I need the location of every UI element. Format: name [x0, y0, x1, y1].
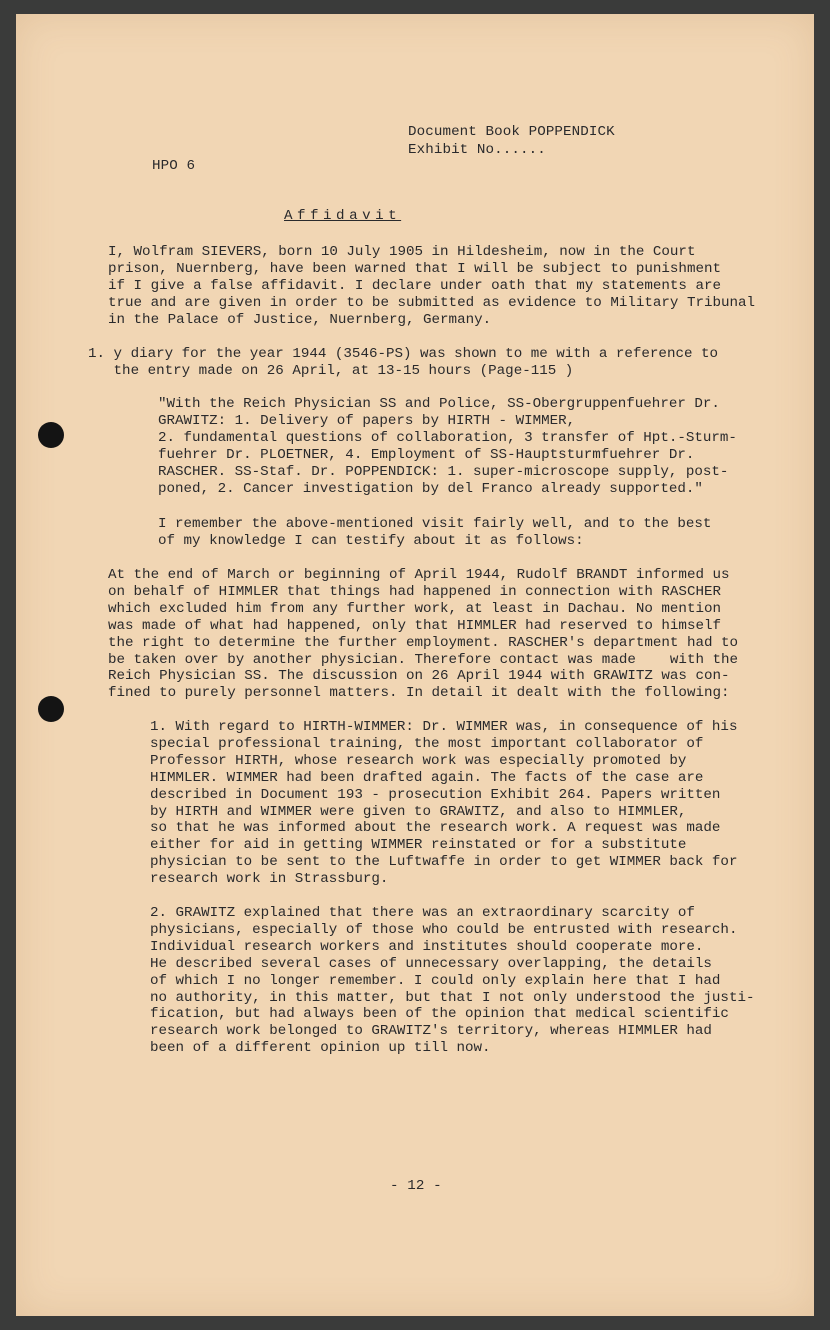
page-title: Affidavit	[284, 208, 402, 224]
text-line: so that he was informed about the research work. A request was made	[150, 820, 721, 837]
text-line: Reich Physician SS. The discussion on 26 April 1944 with GRAWITZ was con-	[108, 668, 730, 685]
text-line: Individual research workers and institutes should cooperate more.	[150, 938, 704, 955]
text-line: poned, 2. Cancer investigation by del Franco already supported."	[158, 480, 703, 497]
text-line: in the Palace of Justice, Nuernberg, Germany.	[108, 311, 492, 328]
text-line: which excluded him from any further work, at least in Dachau. No mention	[108, 600, 721, 617]
text-line: of my knowledge I can testify about it as follows:	[158, 532, 584, 549]
text-line: special professional training, the most important collaborator of	[150, 735, 704, 752]
exhibit-label: Exhibit No......	[408, 142, 546, 158]
text-line: "With the Reich Physician SS and Police, SS-Obergruppenfuehrer Dr.	[158, 396, 720, 412]
text-line: 1. With regard to HIRTH-WIMMER: Dr. WIMMER was, in consequence of his	[150, 719, 738, 735]
text-line: on behalf of HIMMLER that things had happened in connection with RASCHER	[108, 583, 721, 600]
text-line: research work in Strassburg.	[150, 871, 389, 888]
text-line: been of a different opinion up till now.	[150, 1040, 491, 1057]
text-line: GRAWITZ: 1. Delivery of papers by HIRTH - WIMMER,	[158, 412, 576, 429]
text-line: prison, Nuernberg, have been warned that I will be subject to punishment	[108, 260, 721, 277]
item-1-paragraph	[88, 346, 718, 380]
text-line: either for aid in getting WIMMER reinstated or for a substitute	[150, 837, 687, 854]
text-line: 2. fundamental questions of collaboration, 3 transfer of Hpt.-Sturm-	[158, 429, 737, 446]
point-1-paragraph	[150, 719, 737, 888]
text-line: fuehrer Dr. PLOETNER, 4. Employment of SS-Hauptsturmfuehrer Dr.	[158, 446, 695, 463]
text-line: the right to determine the further employment. RASCHER's department had to	[108, 634, 739, 651]
document-reference: HPO 6	[152, 158, 196, 174]
punch-hole-bottom	[38, 696, 64, 722]
intro-paragraph	[108, 244, 755, 329]
text-line: fined to purely personnel matters. In detail it dealt with the following:	[108, 685, 730, 702]
text-line: research work belonged to GRAWITZ's territory, whereas HIMMLER had	[150, 1023, 712, 1040]
text-line: RASCHER. SS-Staf. Dr. POPPENDICK: 1. super-microscope supply, post-	[158, 463, 729, 480]
document-page	[16, 14, 814, 1316]
text-line: by HIRTH and WIMMER were given to GRAWITZ, and also to HIMMLER,	[150, 803, 687, 820]
text-line: physician to be sent to the Luftwaffe in order to get WIMMER back for	[150, 854, 738, 871]
text-line: no authority, in this matter, but that I not only understood the justi-	[150, 989, 755, 1006]
punch-hole-top	[38, 422, 64, 448]
text-line: 1. y diary for the year 1944 (3546-PS) was shown to me with a reference to	[88, 346, 719, 362]
text-line: I remember the above-mentioned visit fairly well, and to the best	[158, 516, 712, 532]
text-line: if I give a false affidavit. I declare under oath that my statements are	[108, 277, 721, 294]
text-line: fication, but had always been of the opinion that medical scientific	[150, 1006, 729, 1023]
text-line: of which I no longer remember. I could only explain here that I had	[150, 972, 721, 989]
text-line: physicians, especially of those who could be entrusted with research.	[150, 921, 738, 938]
text-line: I, Wolfram SIEVERS, born 10 July 1905 in Hildesheim, now in the Court	[108, 244, 696, 260]
text-line: the entry made on 26 April, at 13-15 hours (Page-115 )	[88, 362, 574, 379]
page-number: - 12 -	[390, 1178, 442, 1194]
document-book-label: Document Book POPPENDICK	[408, 124, 615, 140]
text-line: 2. GRAWITZ explained that there was an extraordinary scarcity of	[150, 905, 695, 921]
text-line: true and are given in order to be submitted as evidence to Military Tribunal	[108, 294, 756, 311]
remember-paragraph	[158, 516, 711, 550]
text-line: described in Document 193 - prosecution Exhibit 264. Papers written	[150, 786, 721, 803]
diary-quote	[158, 396, 737, 497]
text-line: was made of what had happened, only that HIMMLER had reserved to himself	[108, 617, 721, 634]
point-2-paragraph	[150, 905, 755, 1057]
text-line: Professor HIRTH, whose research work was especially promoted by	[150, 752, 687, 769]
text-line: be taken over by another physician. Therefore contact was made with the	[108, 651, 739, 668]
text-line: HIMMLER. WIMMER had been drafted again. The facts of the case are	[150, 769, 704, 786]
text-line: He described several cases of unnecessary overlapping, the details	[150, 955, 712, 972]
march-paragraph	[108, 567, 738, 702]
text-line: At the end of March or beginning of April 1944, Rudolf BRANDT informed us	[108, 567, 730, 583]
